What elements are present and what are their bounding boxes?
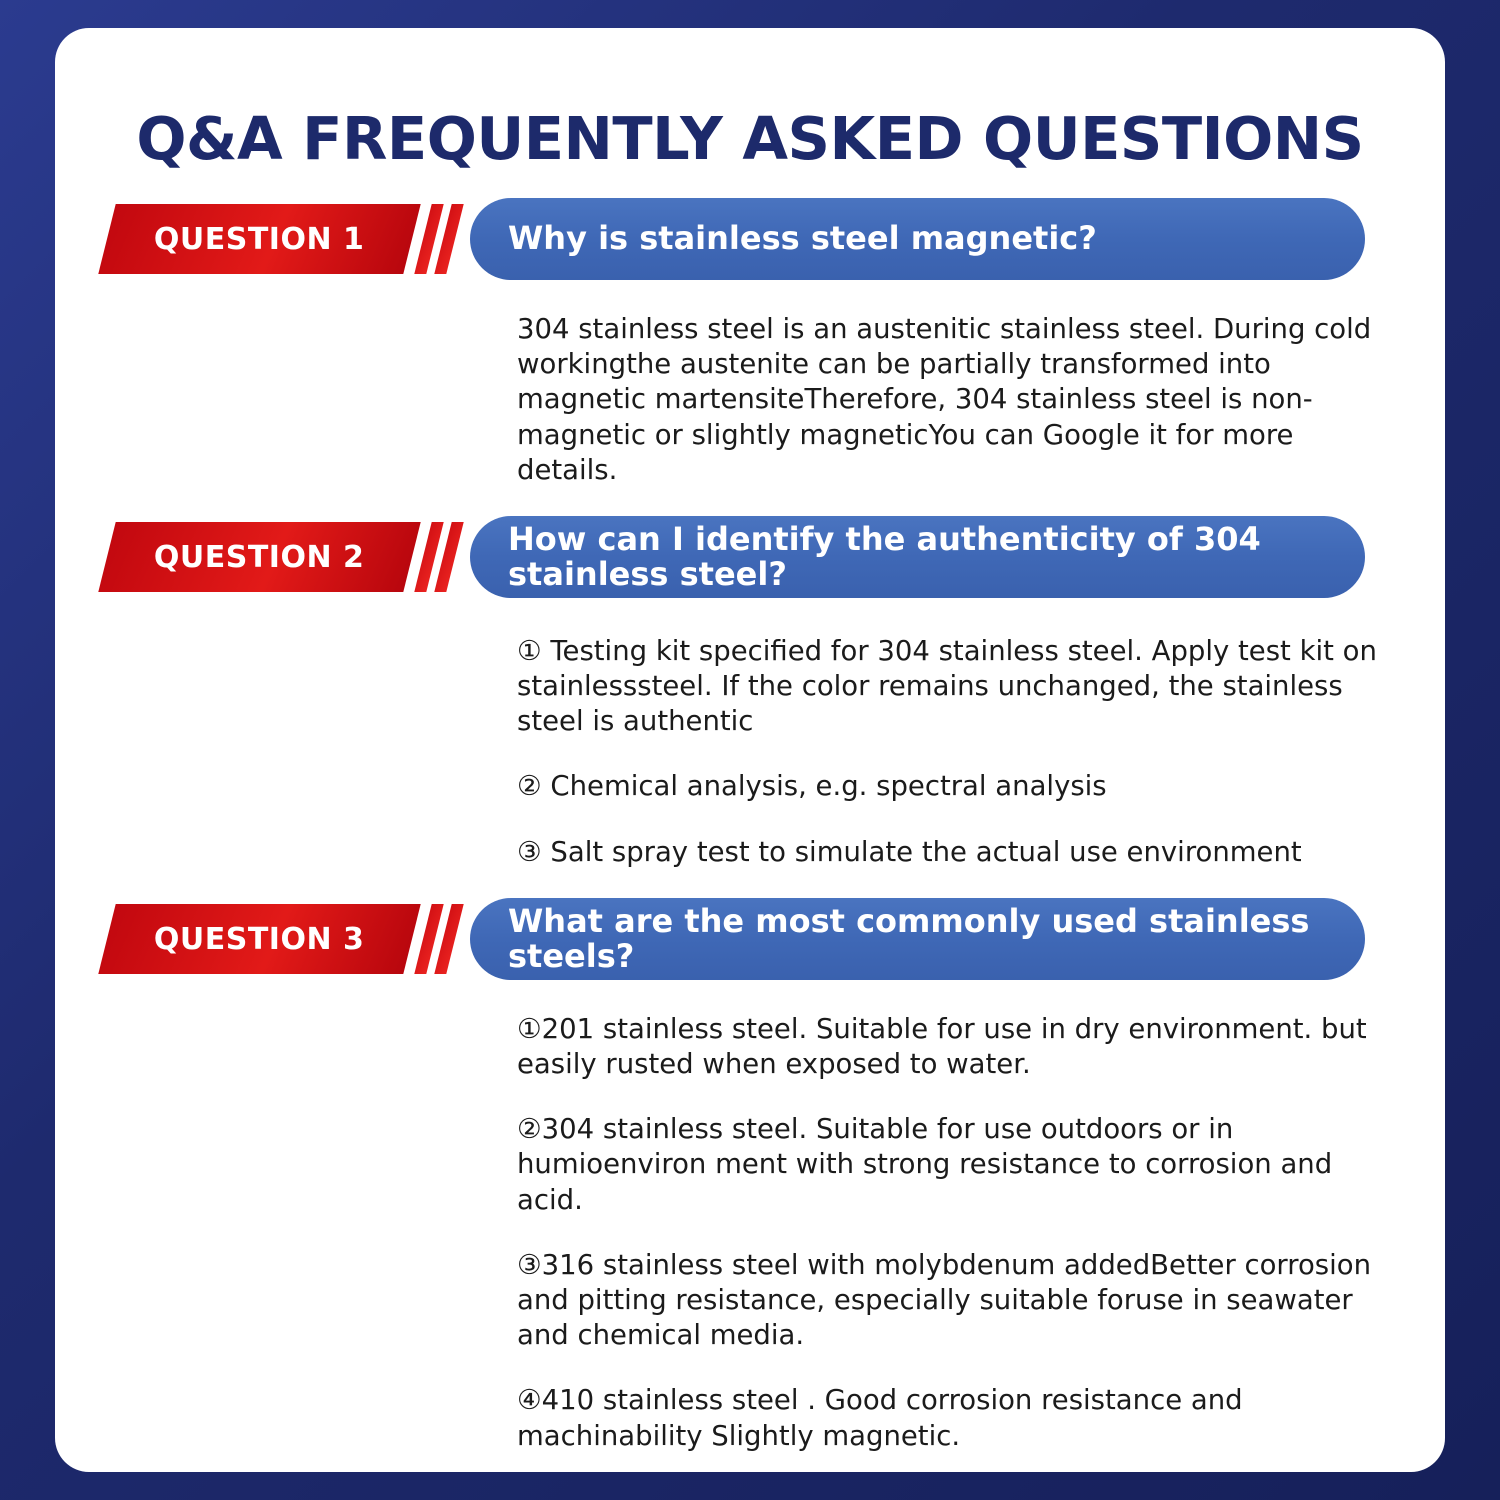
question-tag-label-1: QUESTION 1 (154, 221, 365, 257)
answer-paragraph: ④410 stainless steel . Good corrosion resistance and machinability Slightly magnetic. (517, 1384, 1243, 1452)
question-bar-3 (470, 898, 1365, 980)
question-text-1: Why is stainless steel magnetic? (508, 219, 1097, 258)
question-header-3 (55, 898, 1445, 980)
question-tag-label-3: QUESTION 3 (154, 921, 365, 957)
faq-item-2 (55, 516, 1445, 870)
answer-paragraph: ③316 stainless steel with molybdenum addedBetter corrosion and pitting resistance, especially suitable foruse in seawater and chemical media. (517, 1248, 1372, 1352)
question-text-3: What are the most commonly used stainless steels? (508, 901, 1310, 975)
answer-block-3 (517, 1012, 1390, 1454)
faq-item-3 (55, 898, 1445, 1454)
answer-paragraph: ① Testing kit specified for 304 stainless steel. Apply test kit on stainlesssteel. If the color remains unchanged, the stainless steel is authentic (517, 634, 1377, 738)
faq-card (55, 28, 1445, 1472)
answer-paragraph: ② Chemical analysis, e.g. spectral analysis (517, 770, 1107, 803)
answer-block-2 (517, 634, 1390, 870)
faq-item-1 (55, 198, 1445, 488)
answer-paragraph: ②304 stainless steel. Suitable for use outdoors or in humioenviron ment with strong resistance to corrosion and acid. (517, 1113, 1333, 1216)
answer-paragraph: ①201 stainless steel. Suitable for use in dry environment. but easily rusted when exposed to water. (517, 1012, 1367, 1080)
question-tag-1 (98, 204, 420, 274)
question-tag-label-2: QUESTION 2 (154, 539, 365, 575)
answer-paragraph: 304 stainless steel is an austenitic stainless steel. During cold workingthe austenite can be partially transformed into magnetic martensiteTherefore, 304 stainless steel is non-magnetic or slightly magneticYou can Google it for more details. (517, 312, 1372, 486)
question-header-1 (55, 198, 1445, 280)
question-bar-1 (470, 198, 1365, 280)
answer-paragraph: ③ Salt spray test to simulate the actual use environment (517, 835, 1302, 868)
question-header-2 (55, 516, 1445, 598)
page-title: Q&A FREQUENTLY ASKED QUESTIONS (136, 104, 1364, 173)
answer-block-1 (517, 312, 1390, 488)
question-bar-2 (470, 516, 1365, 598)
question-tag-2 (98, 522, 420, 592)
question-text-2: How can I identify the authenticity of 304 stainless steel? (508, 519, 1261, 593)
question-tag-3 (98, 904, 420, 974)
